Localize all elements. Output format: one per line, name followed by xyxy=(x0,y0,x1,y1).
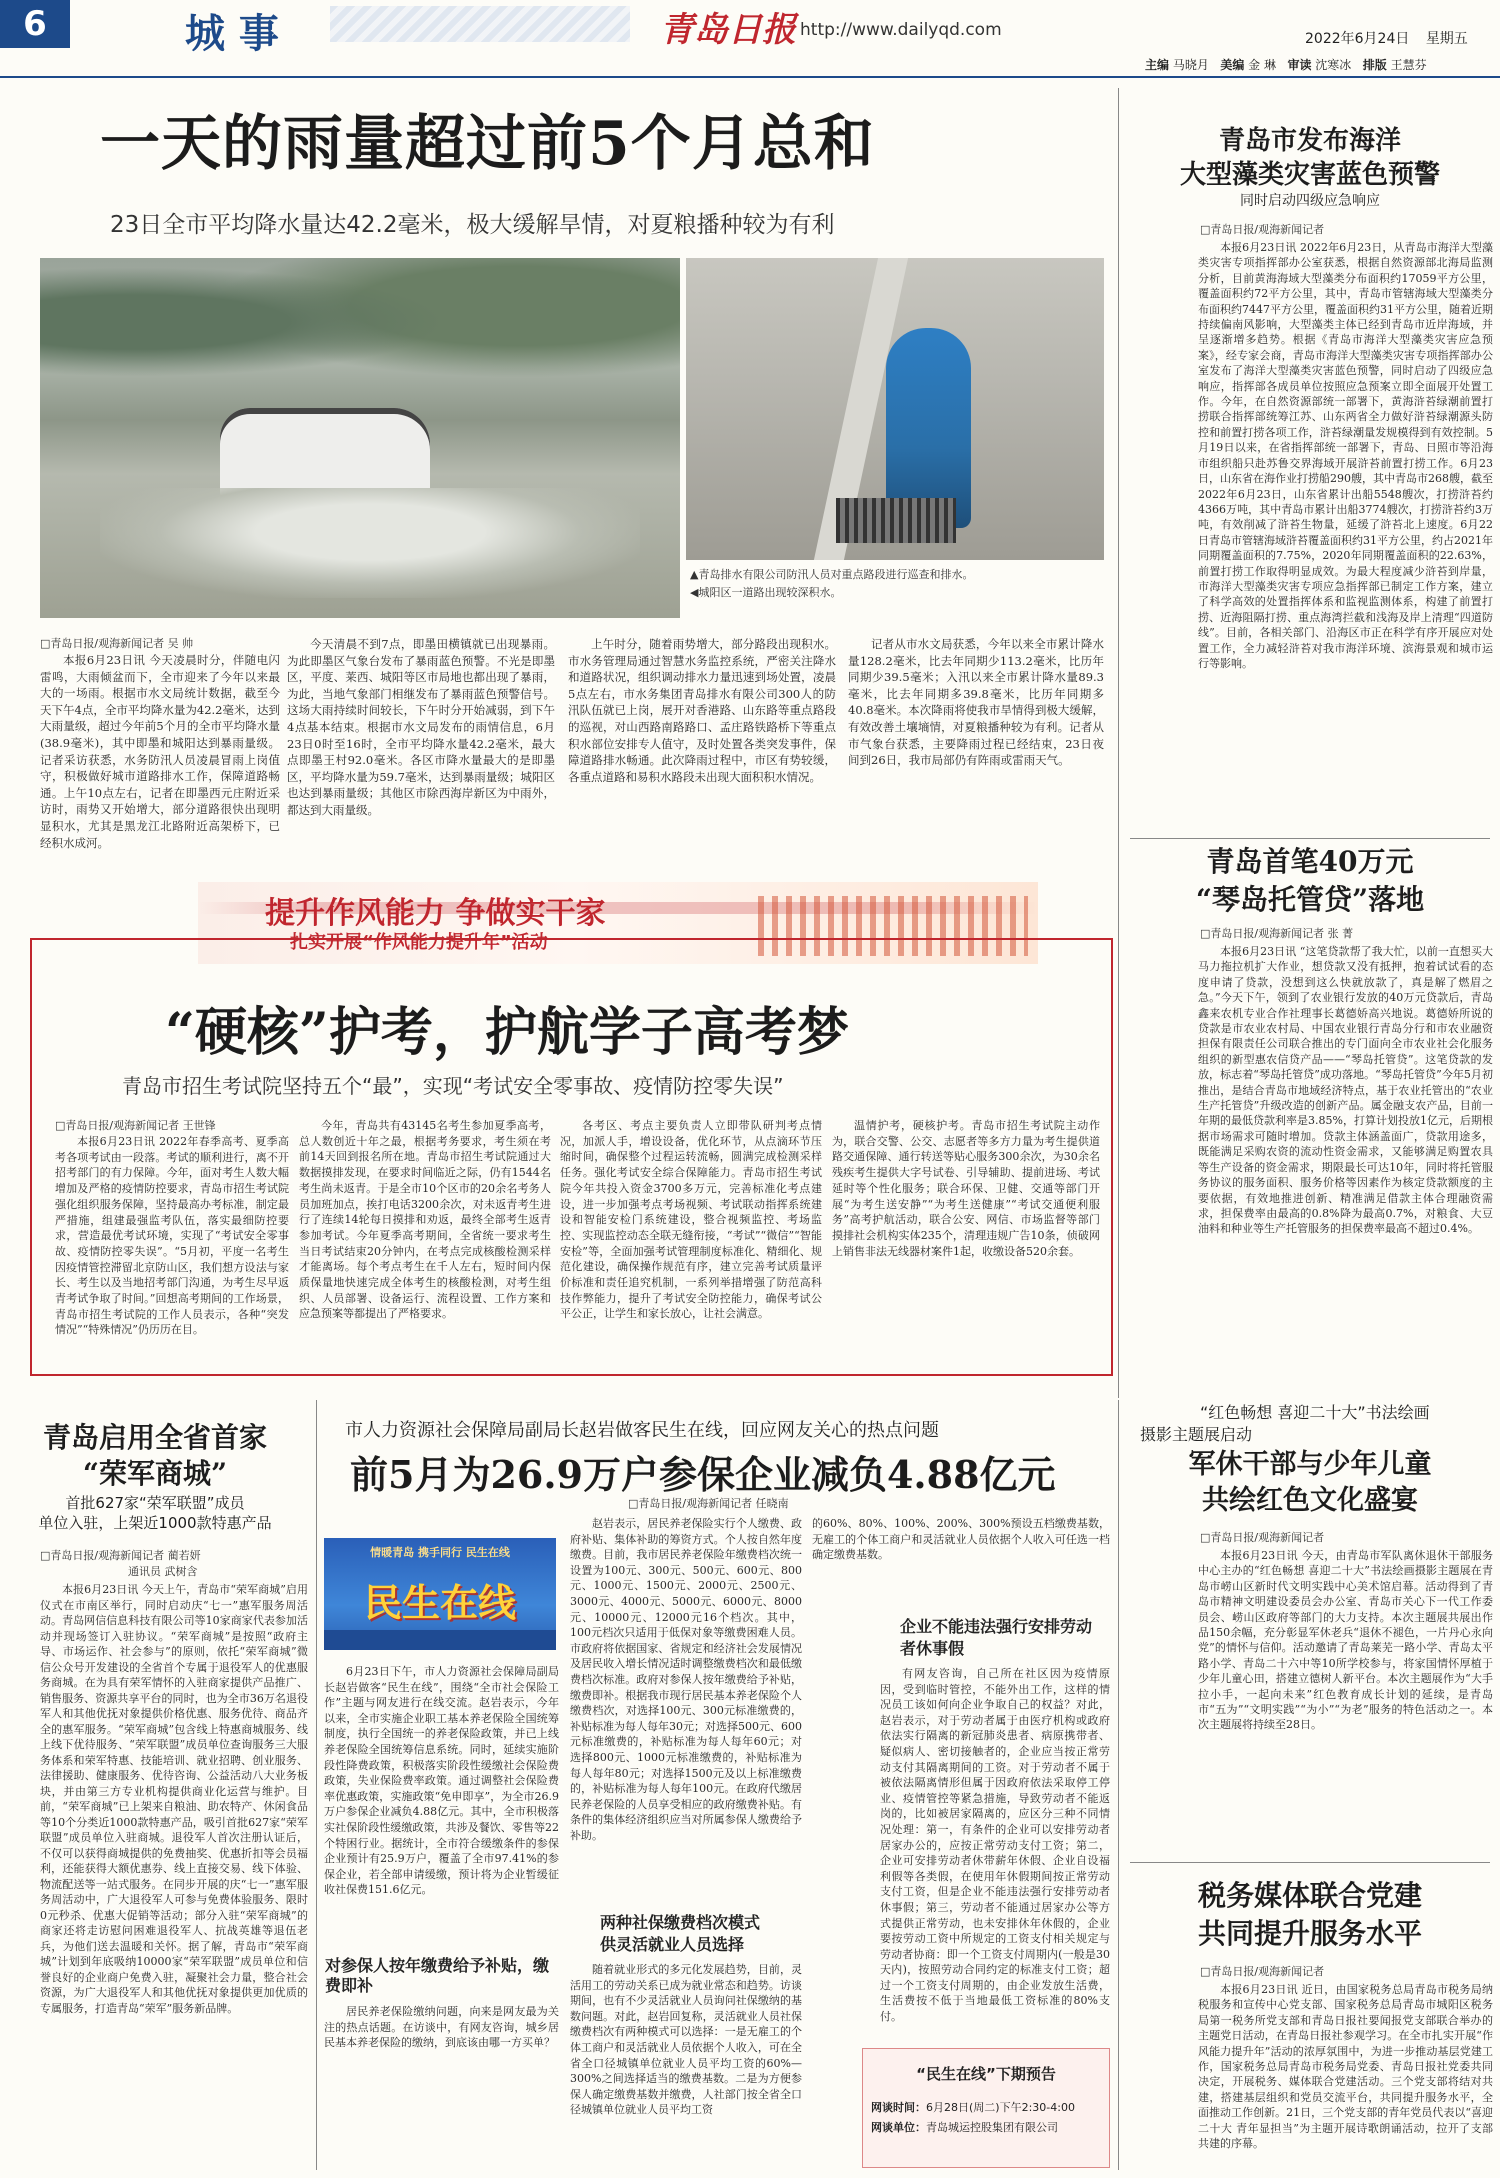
rongjun-subtitle-line-1: 首批627家“荣军联盟”成员 xyxy=(65,1494,245,1512)
newspaper-logo: 青岛日报 xyxy=(660,10,796,50)
masthead xyxy=(0,0,1500,72)
shufa-headline-line-1: 军休干部与少年儿童 xyxy=(1188,1449,1432,1480)
rongjun-byline-1: □青岛日报/观海新闻记者 蔺若妍 xyxy=(40,1549,201,1562)
algae-subtitle: 同时启动四级应急响应 xyxy=(1240,193,1380,209)
right-column-divider-bottom xyxy=(1118,1400,1119,2170)
credit-role: 排版 xyxy=(1362,58,1387,72)
right-column-divider xyxy=(1118,88,1119,1398)
shuiwu-byline: □青岛日报/观海新闻记者 xyxy=(1200,1965,1325,1978)
shebao-text-col-1: 6月23日下午，市人力资源社会保障局副局长赵岩做客“民生在线”，围绕“全市社会保险工作”主题与网友进行在线交流。赵岩表示，今年以来，全市实施企业职工基本养老保险全国统筹制度，执行全国统一的养老保险政策，并已上线养老保险全国统筹信息系统。同时，延续实施阶段性降费政策，积极落实阶段性缓缴社会保险费政策，失业保险费率政策。通过调整社会保险费率优惠政策，实施政策“免申即享”，为全市26.9万户参保企业减负4.88亿元。其中，全市积极落实社保阶段性缓缴政策，共涉及餐饮、零售等22个特困行业。据统计，全市符合缓缴条件的参保企业预计有25.9万户，覆盖了全市97.41%的参保企业，若全部申请缓缴，预计将为企业暂缓征收社保费151.6亿元。 xyxy=(324,1665,559,1897)
page-number: 6 xyxy=(23,4,47,44)
shuiwu-body: 本报6月23日讯 近日，由国家税务总局青岛市税务局纳税服务和宣传中心党支部、国家税务总局青岛市城阳区税务局第一税务所党支部和青岛日报社要闻报党支部联合举办的主题党日活动，在青岛日报社参观学习。在全市扎实开展“作风能力提升年”活动的浓厚氛围中，为进一步推动基层党建工作，国家税务总局青岛市税务局党委、青岛日报社党委共同决定，开展税务、媒体联合党建活动。三个党支部将结对共建，搭建基层组织和党员交流平台，共同提升服务水平，全面推动工作创新。21日，三个党支部的青年党员代表以“喜迎二十大 青年显担当”为主题开展诗歌朗诵活动，拉开了支部共建的序幕。 xyxy=(1198,1983,1493,2151)
shebao-kicker: 市人力资源社会保障局副局长赵岩做客民生在线，回应网友关心的热点问题 xyxy=(345,1420,939,1441)
shebao-headline: 前5月为26.9万户参保企业减负4.88亿元 xyxy=(350,1452,1056,1497)
rongjun-body: 本报6月23日讯 今天上午，青岛市“荣军商城”启用仪式在市南区举行，同时启动庆“七一”惠军服务周活动。青岛网信信息科技有限公司等10家商家代表参加活动并现场签订入驻协议。“荣军商城”是按照“政府主导、市场运作、社会参与”的原则，依托“荣军商城”微信公众号开发建设的全省首个专属于退役军人的优惠服务商城。在为具有荣军情怀的入驻商家提供产品推广、销售服务、资源共享平台的同时，也为全市36万名退役军人和其他优抚对象提供价格优惠、服务优待、商品齐全的惠军服务。“荣军商城”包含线上特惠商城服务、线上线下优待服务、“荣军联盟”成员单位查询服务三大服务体系和荣军特惠、技能培训、就业招聘、创业服务、法律援助、健康服务、优待咨询、公益活动八大业务板块，并由第三方专业机构提供商业化运营与维护。目前，“荣军商城”已上架来自粮油、助农特产、休闲食品等10个分类近1000款特惠产品，吸引首批627家“荣军联盟”成员单位入驻商城。退役军人首次注册认证后，不仅可以获得商城提供的免费抽奖、优惠折扣等会员福利，还能获得大额优惠券、线上直接交易、线下体验、物流配送等一站式服务。在同步开展的庆“七一”惠军服务周活动中，广大退役军人可参与免费体验服务、限时0元秒杀、优惠大促销等活动；部分入驻“荣军商城”的商家还将走访慰问困难退役军人、抗战英雄等退伍老兵，为他们送去温暖和关怀。据了解，青岛市“荣军商城”计划到年底吸纳10000家“荣军联盟”成员单位和信誉良好的企业商户免费入驻，凝聚社会力量，整合社会资源，为广大退役军人和其他优抚对象提供更加优质的专属服务，打造青岛“荣军”服务新品牌。 xyxy=(40,1583,308,2015)
shebao-text-col-3b: 有网友咨询，自己所在社区因为疫情原因，受到临时管控，不能外出工作，这样的情况员工该如何向企业争取自己的权益？对此，赵岩表示，对于劳动者属于由医疗机构或政府依法实行隔离的新冠肺炎患者、病原携带者、疑似病人、密切接触者的，企业应当按正常劳动支付其隔离期间的工资。对于劳动者不属于被依法隔离情形但属于因政府依法采取停工停业、疫情管控等紧急措施，导致劳动者不能返岗的，比如被居家隔离的，应区分三种不同情况处理：第一，有条件的企业可以安排劳动者居家办公的，应按正常劳动支付工资；第二，企业可安排劳动者休带薪年休假、企业自设福利假等各类假，在使用年休假期间按正常劳动支付工资，但是企业不能违法强行安排劳动者休事假；第三，劳动者不能通过居家办公等方式提供正常劳动，也未安排休年休假的，企业要按劳动工资中所规定的工资支付相关规定与劳动者协商：即一个工资支付周期内(一般是30天内)，按照劳动合同约定的标准支付工资；超过一个工资支付周期的，由企业发放生活费，生活费按不低于当地最低工资标准的80%支付。 xyxy=(880,1667,1110,2024)
masthead-rule xyxy=(0,76,1500,78)
logo-footer-band xyxy=(324,1630,556,1650)
exam-text-col-4: 温情护考，硬核护考。青岛市招生考试院主动作为，联合交警、公交、志愿者等多方力量为考生提供道路交通保障、通行转送等贴心服务300余次，为30余名残疾考生提供大字号试卷、引导辅助、提前进场、考试延时等个性化服务；联合环保、卫健、交通等部门开展“为考生送安静”“为考生送健康”“考试交通便利服务”高考护航活动，联合公安、网信、市场监督等部门摸排社会机构实体235个，清理违规广告10条，侦破网上销售非法无线器材案件1起，收缴设备520余套。 xyxy=(832,1119,1100,1258)
tuoguan-headline-line-1: 青岛首笔40万元 xyxy=(1206,845,1414,878)
logo-slogan: 情暖青岛 携手同行 民生在线 xyxy=(370,1546,510,1559)
banner-title: 提升作风能力 争做实干家 xyxy=(265,896,606,931)
rain-photo-drain-worker xyxy=(686,258,1104,560)
algae-headline-line-2: 大型藻类灾害蓝色预警 xyxy=(1179,160,1440,190)
shebao-subhead-2b: 供灵活就业人员选择 xyxy=(600,1935,745,1954)
credit-person: 王慧芬 xyxy=(1390,58,1427,72)
credit-person: 金 琳 xyxy=(1248,58,1276,72)
shebao-subhead-3b: 者休事假 xyxy=(900,1639,965,1658)
rongjun-byline-2: 通讯员 武树含 xyxy=(128,1565,198,1578)
water-splash xyxy=(100,488,640,598)
rain-text-col-4: 记者从市水文局获悉，今年以来全市累计降水量128.2毫米，比去年同期少113.2毫米，比历年同期少39.5毫米；入汛以来全市累计降水量89.3毫米，比去年同期多39.8毫米，比历年同期多40.8毫米。本次降雨将使我市旱情得到极大缓解，有效改善土壤墒情，对夏粮播种较为有利。记者从市气象台获悉，主要降雨过程已经结束，23日夜间到26日，我市局部仍有阵雨或雷雨天气。 xyxy=(848,637,1104,768)
credit-person: 沈寒冰 xyxy=(1315,58,1352,72)
rongjun-headline-line-1: 青岛启用全省首家 xyxy=(42,1421,267,1454)
rain-byline: □青岛日报/观海新闻记者 吴 帅 xyxy=(40,637,194,650)
tuoguan-byline: □青岛日报/观海新闻记者 张 菁 xyxy=(1200,927,1354,940)
shuiwu-headline-line-2: 共同提升服务水平 xyxy=(1197,1917,1422,1950)
preview-time: 网谈时间：6月28日(周二)下午2:30-4:00 xyxy=(871,2101,1075,2114)
shebao-text-col-2b: 随着就业形式的多元化发展趋势，目前，灵活用工的劳动关系已成为就业常态和趋势。访谈期间，也有不少灵活就业人员询问社保缴纳的基数问题。对此，赵岩回复称，灵活就业人员社保缴费档次有两种模式可以选择：一是无雇工的个体工商户和灵活就业人员依据个人收入，可在全省全口径城镇单位就业人员平均工资的60%—300%之间选择适当的缴费基数。二是为方便参保人确定缴费基数并缴费，人社部门按全省全口径城镇单位就业人员平均工资 xyxy=(570,1963,802,2117)
exam-headline: “硬核”护考，护航学子高考梦 xyxy=(165,1002,849,1063)
shufa-kicker-line-1: “红色畅想 喜迎二十大”书法绘画 xyxy=(1200,1403,1430,1422)
credits-line xyxy=(1145,56,1427,73)
issue-date xyxy=(1305,28,1468,48)
shufa-bottom-rule xyxy=(1130,1862,1490,1863)
shebao-text-col-3: 的60%、80%、100%、200%、300%预设五档缴费基数，无雇工的个体工商户和灵活就业人员依据个人收入可任选一档确定缴费基数。 xyxy=(812,1517,1110,1562)
exam-text-col-3: 各考区、考点主要负责人立即带队研判考点情况，加派人手，增设设备，优化环节，从点滴环节压缩时间，确保整个过程运转流畅，圆满完成检测采样任务。强化考试安全综合保障能力。青岛市招生考试院今年共投入资金3700多万元，完善标准化考点建设，进一步加强考点考场视频、考试联动指挥系统建设和智能安检门系统建设，整合视频监控、考场监控、实现监控动态全联无缝衔接，“考试”“微信”“智能安检”等，全面加强考试管理制度标准化、精细化、规范化建设，确保操作规范有序，建立完善考试质量评价标准和责任追究机制，一系列举措增强了防范高科技作弊能力，提升了考试安全防控能力，确保考试公平公正，让学生和家长放心，让社会满意。 xyxy=(560,1119,822,1321)
section-title: 城 事 xyxy=(185,10,279,57)
shebao-subhead-2a: 两种社保缴费档次模式 xyxy=(600,1913,761,1932)
preview-title: “民生在线”下期预告 xyxy=(916,2065,1056,2083)
rongjun-subtitle-line-2: 单位入驻，上架近1000款特惠产品 xyxy=(38,1514,272,1532)
rain-caption-2: ◀城阳区一道路出现较深积水。 xyxy=(690,586,842,599)
shebao-text-col-2: 赵岩表示，居民养老保险实行个人缴费、政府补贴、集体补助的筹资方式。个人按自然年度缴费。目前，我市居民养老保险年缴费档次统一设置为100元、300元、500元、600元、800元、1000元、1500元、2000元、2500元、3000元、4000元、5000元、6000元、8000元、10000元、12000元16个档次。其中，100元档次只适用于低保对象等缴费困难人员。市政府将依据国家、省规定和经济社会发展情况及居民收入增长情况适时调整缴费档次和最低缴费档次标准。政府对参保人按年缴费给予补贴，缴费即补。根据我市现行居民基本养老保险个人缴费档次，对选择100元、300元标准缴费的，补贴标准为每人每年30元；对选择500元、600元标准缴费的，补贴标准为每人每年60元；对选择800元、1000元标准缴费的，补贴标准为每人每年80元；对选择1500元及以上标准缴费的，补贴标准为每人每年100元。在政府代缴居民养老保险的人员享受相应的政府缴费补贴。有条件的集体经济组织应当对所属参保人缴费给予补助。 xyxy=(570,1517,802,1842)
rain-photo-flooded-road xyxy=(40,258,680,618)
shebao-byline: □青岛日报/观海新闻记者 任晓南 xyxy=(628,1497,789,1510)
minsheng-zaixian-logo xyxy=(324,1538,556,1650)
algae-body: 本报6月23日讯 2022年6月23日，从青岛市海洋大型藻类灾害专项指挥部办公室获悉，根据自然资源部北海局监测分析，目前黄海海域大型藻类分布面积约17059平方公里，覆盖面积约72平方公里，其中，青岛市管辖海域大型藻类分布面积约7447平方公里，覆盖面积约31平方公里，随着近期持续偏南风影响，大型藻类主体已经到青岛市近岸海域，并呈逐渐增多趋势。根据《青岛市海洋大型藻类灾害应急预案》，经专家会商，青岛市海洋大型藻类灾害专项指挥部办公室发布了海洋大型藻类灾害蓝色预警，同时启动了四级应急响应，指挥部各成员单位按照应急预案立即全面展开处置工作。今年，在自然资源部统一部署下，黄海浒苔绿潮前置打捞联合指挥部统筹江苏、山东两省全力做好浒苔绿潮源头防控和前置打捞各项工作，浒苔绿潮量发规模得到有效控制。5月19日以来，在省指挥部统一部署下，青岛、日照市等沿海市组织船只赴苏鲁交界海域开展浒苔前置打捞工作。6月23日，山东省在海作业打捞船290艘，其中青岛市268艘，截至2022年6月23日，山东省累计出船5548艘次，打捞浒苔约4366万吨，其中青岛市累计出船3774艘次，打捞浒苔约3万吨，有效削减了浒苔生物量，延缓了浒苔北上速度。6月22日青岛市管辖海域浒苔覆盖面积约31平方公里，约占2021年同期覆盖面积的7.75%，2020年同期覆盖面积的22.63%，前置打捞工作取得明显成效。为最大程度减少浒苔到岸量，市海洋大型藻类灾害专项应急指挥部已制定工作方案，建立了科学高效的处置指挥体系和监视监测体系，构建了前置打捞、近海阻隔打捞、重点海湾拦截和浅海及岸上清理“四道防线”。目前，各相关部门、沿海区市正在科学有序开展应对处置工作，全力减轻浒苔对我市海洋环境、滨海景观和城市运行等影响。 xyxy=(1198,241,1493,670)
tuoguan-body: 本报6月23日讯 “这笔贷款帮了我大忙，以前一直想买大马力拖拉机扩大作业，想贷款又没有抵押，抱着试试看的态度申请了贷款，没想到这么快就放款了，真是解了燃眉之急。”今天下午，领到了农业银行发放的40万元贷款后，青岛鑫来农机专业合作社理事长葛德娇高兴地说。葛德娇所说的贷款是市农业农村局、中国农业银行青岛分行和市农业融资担保有限责任公司联合推出的专门面向全市农业社会化服务组织的新型惠农信贷产品——“琴岛托管贷”。这笔贷款的发放，标志着“琴岛托管贷”成功落地。“琴岛托管贷”今年5月初推出，是结合青岛市地域经济特点，基于农业托管出的“农业生产托管贷”升级改造的创新产品。属金融支农产品，目前一年期的最低贷款利率是3.85%，打算计划投放1亿元，后期根据市场需求可随时增加。贷款主体涵盖面广，贷款用途多，既能满足采购农资的流动性资金需求，又能够满足购置农具等生产设备的资金需求，期限最长可达10年，同时将托管服务协议的服务面积、服务价格等因素作为核定贷款额度的主要依据，有效地推进创新、精准满足借款主体合理融资需求，担保费率由最高的0.8%降为最高0.7%，对粮食、大豆油料和种业等生产托管服务的担保费率最高不超过0.4%。 xyxy=(1198,945,1493,1236)
drain-grate xyxy=(836,498,956,543)
date-text: 2022年6月24日 xyxy=(1305,31,1410,47)
tuoguan-headline-line-2: “琴岛托管贷”落地 xyxy=(1195,883,1425,916)
rain-text-col-3: 上午时分，随着雨势增大，部分路段出现积水。市水务管理局通过智慧水务监控系统，严密关注降水和道路状况，组织调动排水力量迅速到场处置，凌晨5点左右，市水务集团青岛排水有限公司300人的防汛队伍就已上岗，展开对香港路、山东路等重点路段的巡视，对山西路南路路口、孟庄路铁路桥下等重点积水部位安排专人值守，及时处置各类突发事件，保障道路排水畅通。此次降雨过程中，市区有势较缓，各重点道路和易积水路段未出现大面积积水情况。 xyxy=(568,637,836,784)
preview-unit: 网谈单位：青岛城运控股集团有限公司 xyxy=(871,2121,1058,2134)
rongjun-headline-line-2: “荣军商城” xyxy=(82,1457,228,1490)
credit-role: 审读 xyxy=(1287,58,1312,72)
weekday-text: 星期五 xyxy=(1425,31,1468,47)
exam-text-col-1: 本报6月23日讯 2022年春季高考、夏季高考各项考试由一段落。考试的顺利进行，离不开招考部门的有力保障。今年，面对考生人数大幅增加及严格的疫情防控要求，青岛市招生考试院强化组织服务保障，坚持最高办考标准，制定最严措施，组建最强监考队伍，落实最细防控要求，营造最优考试环境，实现了“考试安全零事故、疫情防控零失误”。“5月初，平度一名考生因疫情管控滞留北京防山区，我们想方设法与家长、考生以及当地招考部门沟通，为考生尽早返青考试争取了时间。”回想高考期间的工作场景，青岛市招生考试院的工作人员表示，各种“突发情况”“特殊情况”仍历历在目。 xyxy=(55,1135,289,1337)
logo-main-text: 民生在线 xyxy=(363,1580,516,1625)
shebao-text-col-1b: 居民养老保险缴纳问题，向来是网友最为关注的热点话题。在访谈中，有网友咨询，城乡居民基本养老保险的缴纳，到底该由哪一方买单？ xyxy=(324,2005,559,2050)
shebao-subhead-1: 对参保人按年缴费给予补贴，缴费即补 xyxy=(325,1956,550,1995)
algae-bottom-rule xyxy=(1130,838,1490,839)
rain-headline: 一天的雨量超过前5个月总和 xyxy=(100,109,875,179)
algae-headline-line-1: 青岛市发布海洋 xyxy=(1218,126,1401,156)
masthead-wave-decoration xyxy=(330,6,630,42)
shuiwu-headline-line-1: 税务媒体联合党建 xyxy=(1197,1879,1422,1912)
credit-person: 马晓月 xyxy=(1172,58,1209,72)
shufa-headline-line-2: 共绘红色文化盛宴 xyxy=(1202,1485,1418,1516)
exam-subtitle: 青岛市招生考试院坚持五个“最”，实现“考试安全零事故、疫情防控零失误” xyxy=(122,1074,784,1098)
algae-byline: □青岛日报/观海新闻记者 xyxy=(1200,223,1325,236)
credit-role: 美编 xyxy=(1220,58,1245,72)
banner-subtitle: 扎实开展“作风能力提升年”活动 xyxy=(290,932,548,953)
rain-caption-1: ▲青岛排水有限公司防汛人员对重点路段进行巡查和排水。 xyxy=(690,568,974,581)
shufa-byline: □青岛日报/观海新闻记者 xyxy=(1200,1531,1325,1544)
rain-subtitle: 23日全市平均降水量达42.2毫米，极大缓解旱情，对夏粮播种较为有利 xyxy=(110,212,835,238)
exam-text-col-2: 今年，青岛共有43145名考生参加夏季高考，总人数创近十年之最，根据考务要求，考生须在考前14天回到报名所在地。青岛市招生考试院通过大数据摸排发现，在要求时间临近之际，仍有1544名考生尚未返青。于是全市10个区市的20余名考务人员加班加点，挨打电话3200余次，对未返青考生进行了连续14轮每日摸排和劝返，最终全部考生返青参加考试。今年夏季高考期间，全省统一要求考生当日考试结束20分钟内，在考点完成核酸检测采样才能离场。每个考点考生在千人左右，短时间内保质保量地快速完成全体考生的核酸检测，对考生组织、人员部署、设备运行、流程设置、工作方案和应急预案等都提出了严格要求。 xyxy=(299,1119,551,1321)
rain-text-col-2: 今天清晨不到7点，即墨田横镇就已出现暴雨。为此即墨区气象台发布了暴雨蓝色预警。不光是即墨区，平度、莱西、城阳等区市局地也都出现了暴雨，为此，当地气象部门相继发布了暴雨蓝色预警信号。这场大雨持续时间较长，下午时分开始减弱，到下午4点基本结束。根据市水文局发布的雨情信息，6月23日0时至16时，全市平均降水量42.2毫米，最大点即墨王村92.0毫米。各区市降水量最大的是即墨区，平均降水量为59.7毫米，达到暴雨量级；城阳区也达到暴雨量级；其他区市除西海岸新区为中雨外，都达到大雨量级。 xyxy=(287,637,555,817)
shebao-subhead-3a: 企业不能违法强行安排劳动 xyxy=(900,1617,1093,1636)
shufa-body: 本报6月23日讯 今天，由青岛市军队离休退休干部服务中心主办的“红色畅想 喜迎二十大”书法绘画摄影主题展在青岛市崂山区新时代文明实践中心美术馆启幕。活动得到了青岛市精神文明建设委员会办公室、青岛市关心下一代工作委员会、崂山区政府等部门的大力支持。本次主题展共展出作品150余幅，充分彰显军休老兵“退休不褪色，一片丹心永向党”的情怀与信仰。活动邀请了青岛莱芜一路小学、青岛太平路小学、青岛二十六中等10所学校参与，将家国情怀厚植于少年儿童心田，搭建立德树人新平台。本次主题展作为“大手拉小手，一起向未来”红色教育成长计划的延续，是青岛市“五为”“文明实践”“为小”“为老”服务的特色活动之一。本次主题展将持续至28日。 xyxy=(1198,1549,1493,1732)
exam-byline: □青岛日报/观海新闻记者 王世锋 xyxy=(55,1119,216,1132)
minsheng-preview-box xyxy=(862,2048,1110,2168)
bottom-left-divider xyxy=(316,1400,317,2170)
credit-role: 主编 xyxy=(1145,58,1170,72)
rain-text-col-1: 本报6月23日讯 今天凌晨时分，伴随电闪雷鸣，大雨倾盆而下，全市迎来了今年以来最大的一场雨。根据市水文局统计数据，截至今天下午4点，全市平均降水量为42.2毫米，达到大雨量级，超过今年前5个月的全市平均降水量(38.9毫米)，其中即墨和城阳达到暴雨量级。记者采访获悉，水务防汛人员凌晨冒雨上岗值守，积极做好城市道路排水工作，保障道路畅通。上午10点左右，记者在即墨西元庄附近采访时，雨势又开始增大，部分道路很快出现明显积水，尤其是黑龙江北路附近高架桥下，已经积水成河。 xyxy=(40,653,280,850)
shufa-kicker-line-2: 摄影主题展启动 xyxy=(1140,1425,1253,1444)
website-url[interactable]: http://www.dailyqd.com xyxy=(800,20,1002,40)
tree-shapes xyxy=(40,258,680,418)
